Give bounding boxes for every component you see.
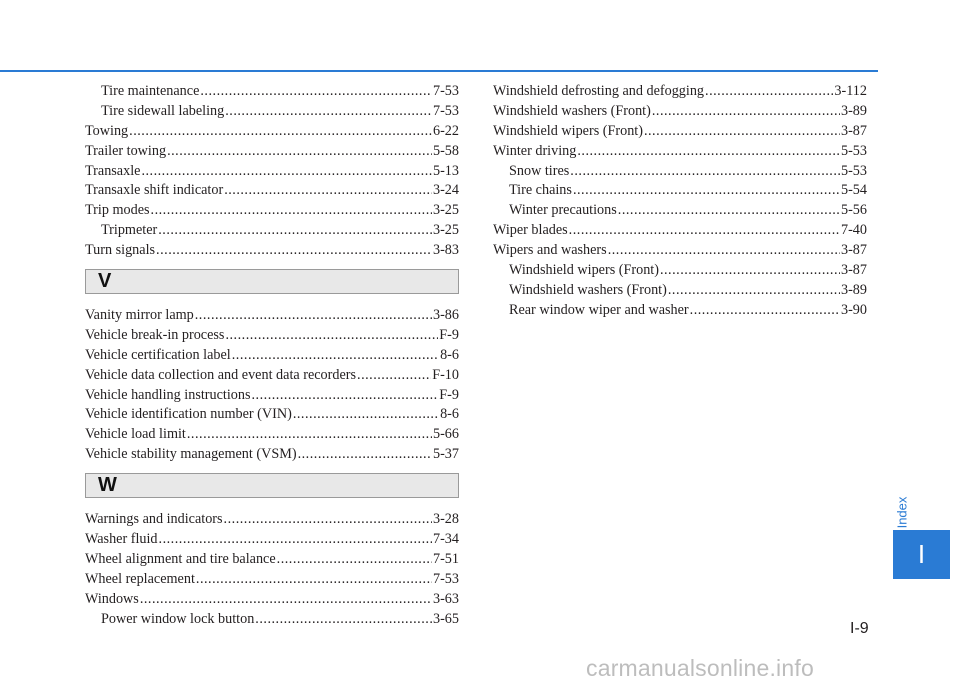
index-entry[interactable] <box>85 82 459 102</box>
index-entry-label: Transaxle <box>85 162 141 179</box>
index-entry-label: Wiper blades <box>493 222 568 239</box>
index-side-label: Index <box>894 496 910 528</box>
index-entry-page: 3-87 <box>840 262 867 279</box>
index-entry[interactable] <box>85 241 459 261</box>
index-entry-page: 3-25 <box>432 222 459 239</box>
index-entry[interactable] <box>85 102 459 122</box>
index-entry-label: Wheel replacement <box>85 570 195 587</box>
index-entry-page: 5-54 <box>840 182 867 199</box>
dot-leader <box>668 281 840 301</box>
index-entry-label: Windshield wipers (Front) <box>493 122 643 139</box>
index-entry-label: Power window lock button <box>101 610 255 627</box>
index-entry[interactable] <box>85 550 459 570</box>
index-entry[interactable] <box>85 346 459 366</box>
index-entry[interactable] <box>493 281 867 301</box>
index-entry-label: Vehicle stability management (VSM) <box>85 446 297 463</box>
dot-leader <box>225 326 438 346</box>
dot-leader <box>570 162 840 182</box>
dot-leader <box>660 261 840 281</box>
page-number: I-9 <box>850 620 869 637</box>
index-entry-label: Windshield washers (Front) <box>493 102 651 119</box>
index-entry-label: Windows <box>85 590 139 607</box>
entry-group-v <box>85 306 459 465</box>
index-entry[interactable] <box>85 201 459 221</box>
index-tab[interactable] <box>893 530 950 579</box>
index-column-right <box>493 82 867 321</box>
index-entry-page: 3-63 <box>432 590 459 607</box>
dot-leader <box>608 241 840 261</box>
dot-leader <box>644 122 840 142</box>
index-entry[interactable] <box>85 142 459 162</box>
index-entry-page: 3-90 <box>840 301 867 318</box>
index-entry-page: 5-56 <box>840 202 867 219</box>
index-entry-label: Turn signals <box>85 242 156 259</box>
index-entry-page: 5-37 <box>432 446 459 463</box>
index-entry-label: Tire sidewall labeling <box>101 102 225 119</box>
dot-leader <box>224 181 432 201</box>
entry-group-w <box>85 510 459 629</box>
index-entry[interactable] <box>493 102 867 122</box>
entry-group-w-continued <box>493 82 867 321</box>
index-entry[interactable] <box>493 201 867 221</box>
dot-leader <box>196 570 432 590</box>
section-header-v <box>85 269 459 294</box>
dot-leader <box>569 221 840 241</box>
dot-leader <box>357 366 431 386</box>
dot-leader <box>129 122 432 142</box>
index-entry-label: Vehicle handling instructions <box>85 386 251 403</box>
index-entry-page: 3-112 <box>834 83 867 99</box>
index-entry-label: Windshield wipers (Front) <box>509 262 659 279</box>
index-entry-page: 3-86 <box>432 307 459 324</box>
dot-leader <box>151 201 432 221</box>
index-entry[interactable] <box>85 590 459 610</box>
index-entry-page: 3-89 <box>840 281 867 298</box>
index-entry-page: 3-65 <box>432 610 459 627</box>
dot-leader <box>298 445 432 465</box>
index-entry-label: Windshield washers (Front) <box>509 281 667 298</box>
index-entry[interactable] <box>85 530 459 550</box>
index-entry[interactable] <box>85 425 459 445</box>
index-entry-page: 7-53 <box>432 102 459 119</box>
index-entry[interactable] <box>85 162 459 182</box>
dot-leader <box>200 82 432 102</box>
dot-leader <box>573 181 840 201</box>
index-entry-label: Tripmeter <box>101 222 158 239</box>
index-entry-page: 5-58 <box>432 142 459 159</box>
section-letter-v: V <box>98 270 112 293</box>
index-entry-label: Trailer towing <box>85 142 167 159</box>
index-entry-page: 5-13 <box>432 162 459 179</box>
index-entry[interactable] <box>85 510 459 530</box>
index-entry-page: 3-25 <box>432 202 459 219</box>
index-entry[interactable] <box>493 241 867 261</box>
watermark: carmanualsonline.info <box>586 655 814 681</box>
index-entry-label: Snow tires <box>509 162 570 179</box>
dot-leader <box>618 201 840 221</box>
index-entry[interactable] <box>493 301 867 321</box>
index-entry-label: Wheel alignment and tire balance <box>85 550 276 567</box>
dot-leader <box>140 590 432 610</box>
index-entry[interactable] <box>493 82 867 102</box>
index-entry[interactable] <box>85 326 459 346</box>
index-entry[interactable] <box>85 445 459 465</box>
dot-leader <box>141 162 432 182</box>
index-entry[interactable] <box>85 122 459 142</box>
index-entry-page: F-9 <box>439 326 459 343</box>
dot-leader <box>577 142 840 162</box>
dot-leader <box>232 346 439 366</box>
section-letter-w: W <box>98 474 117 497</box>
index-entry-label: Vanity mirror lamp <box>85 307 194 324</box>
index-entry-page: 5-53 <box>840 142 867 159</box>
index-entry-label: Winter precautions <box>509 202 617 219</box>
index-entry-label: Vehicle data collection and event data recorders <box>85 366 357 383</box>
index-entry[interactable] <box>493 122 867 142</box>
index-entry-label: Washer fluid <box>85 531 158 548</box>
index-entry-label: Tire chains <box>509 182 572 199</box>
index-entry[interactable] <box>85 386 459 406</box>
dot-leader <box>159 530 432 550</box>
index-entry-page: 7-53 <box>432 83 459 99</box>
dot-leader <box>293 405 439 425</box>
index-entry-page: 5-53 <box>840 162 867 179</box>
dot-leader <box>156 241 432 261</box>
dot-leader <box>255 610 432 630</box>
section-header-w <box>85 473 459 498</box>
dot-leader <box>158 221 432 241</box>
index-entry-label: Winter driving <box>493 142 577 159</box>
index-entry[interactable] <box>493 162 867 182</box>
dot-leader <box>187 425 432 445</box>
index-entry-label: Warnings and indicators <box>85 511 223 528</box>
index-entry-label: Transaxle shift indicator <box>85 182 224 199</box>
top-rule <box>0 70 878 72</box>
dot-leader <box>705 82 833 102</box>
dot-leader <box>225 102 432 122</box>
index-entry[interactable] <box>85 405 459 425</box>
index-column-left <box>85 82 459 629</box>
index-entry-page: 7-53 <box>432 570 459 587</box>
index-entry-page: 3-24 <box>432 182 459 199</box>
index-entry[interactable] <box>85 221 459 241</box>
index-entry[interactable] <box>493 142 867 162</box>
index-entry-page: 3-89 <box>840 102 867 119</box>
index-entry-page: 8-6 <box>440 346 459 363</box>
index-entry[interactable] <box>85 306 459 326</box>
index-entry-page: F-10 <box>432 366 459 383</box>
dot-leader <box>252 386 439 406</box>
index-entry-page: 3-87 <box>840 242 867 259</box>
index-entry-label: Vehicle load limit <box>85 426 186 443</box>
index-entry[interactable] <box>85 570 459 590</box>
index-entry-page: 8-6 <box>440 406 459 423</box>
index-entry-label: Vehicle break-in process <box>85 326 225 343</box>
index-tab-letter: I <box>917 539 926 569</box>
index-entry-page: F-9 <box>439 386 459 403</box>
index-entry[interactable] <box>493 261 867 281</box>
index-entry-page: 7-51 <box>432 550 459 567</box>
dot-leader <box>195 306 432 326</box>
index-entry-label: Wipers and washers <box>493 242 607 259</box>
index-entry[interactable] <box>493 181 867 201</box>
dot-leader <box>224 510 432 530</box>
dot-leader <box>652 102 840 122</box>
index-entry[interactable] <box>85 181 459 201</box>
index-entry-label: Vehicle identification number (VIN) <box>85 406 292 423</box>
dot-leader <box>167 142 432 162</box>
index-entry-page: 6-22 <box>432 122 459 139</box>
index-entry-label: Rear window wiper and washer <box>509 301 689 318</box>
index-entry-page: 3-87 <box>840 122 867 139</box>
index-entry[interactable] <box>85 366 459 386</box>
index-entry-label: Trip modes <box>85 202 150 219</box>
index-entry[interactable] <box>85 610 459 630</box>
index-entry-label: Towing <box>85 122 129 139</box>
index-entry-page: 7-40 <box>840 222 867 239</box>
dot-leader <box>277 550 432 570</box>
index-entry-page: 3-83 <box>432 242 459 259</box>
index-entry-label: Tire maintenance <box>101 83 200 99</box>
index-entry-page: 7-34 <box>432 531 459 548</box>
index-entry-label: Vehicle certification label <box>85 346 231 363</box>
index-entry-page: 3-28 <box>432 511 459 528</box>
index-entry-label: Windshield defrosting and defogging <box>493 83 705 99</box>
entry-group-t <box>85 82 459 261</box>
dot-leader <box>690 301 840 321</box>
index-entry-page: 5-66 <box>432 426 459 443</box>
index-entry[interactable] <box>493 221 867 241</box>
